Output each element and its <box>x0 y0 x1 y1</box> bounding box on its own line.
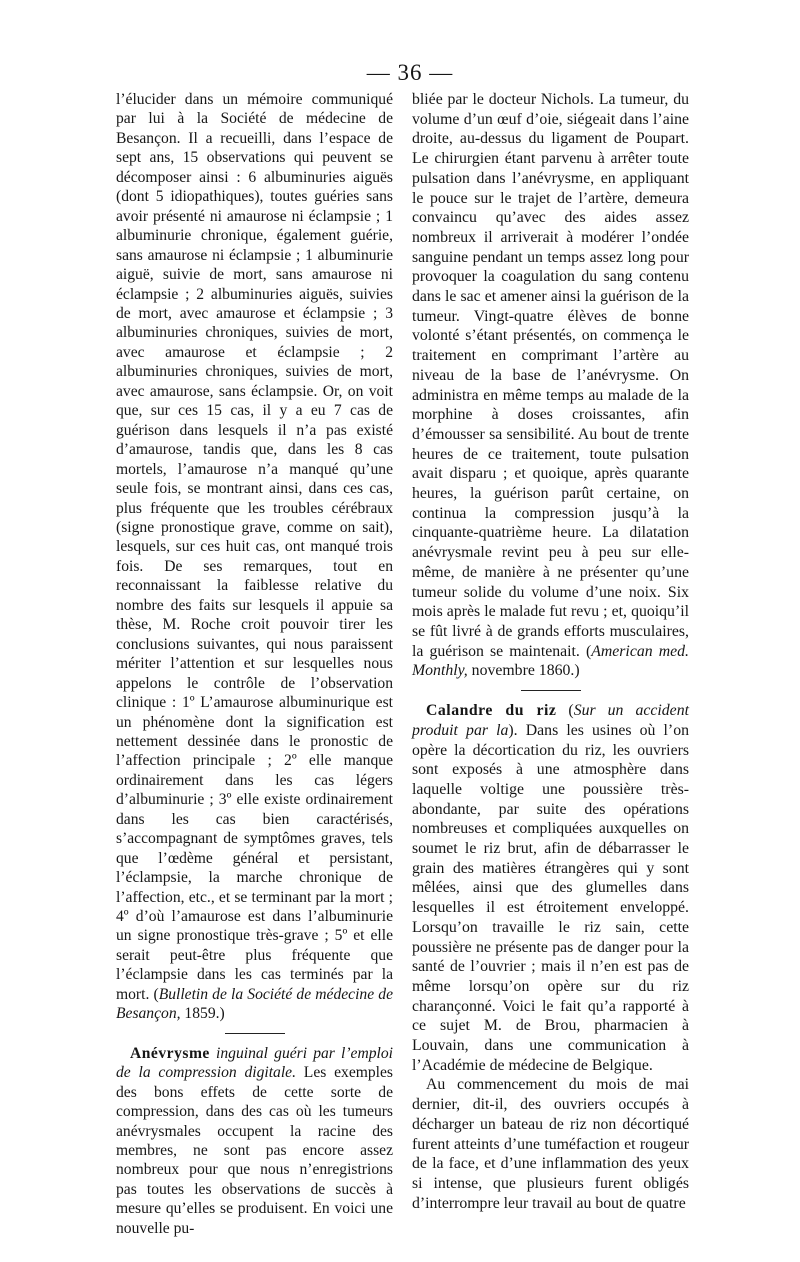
article-3-heading: Calandre du riz <box>426 702 557 720</box>
citation-1-open: ( <box>149 985 159 1003</box>
article-3-subtitle: Sur un accident produit par la <box>412 702 689 739</box>
article-2-continuation <box>412 90 689 681</box>
article-3-text: Dans les usines où l’on opère la décortication du riz, les ouvriers sont exposés à une atmosphère dans laquelle voltige une poussière très-abondante, par suite des opérations nombreuses et compliquées auxquelles on soumet le riz brut, afin de débarrasser le grain des matières étrangères qui y sont mêlées, ainsi que des glumelles dans lesquelles il est étroitement enveloppé. Lorsqu’on travaille le riz sain, cette poussière ne présente pas de danger pour la santé de l’ouvrier ; mais il n’en est pas de même lorsqu’on opère sur du riz charançonné. Voici le fait qu’a rapporté à ce sujet M. de Brou, pharmacien à Louvain, dans une communication à l’Académie de médecine de Belgique. <box>412 721 689 1074</box>
left-column <box>116 90 393 1238</box>
article-2 <box>116 1044 393 1239</box>
article-1-text: l’élucider dans un mémoire communiqué par lui à la Société de médecine de Besançon. Il a recueilli, dans l’espace de sept ans, 15 observations qui peuvent se décomposer ainsi : 6 albuminuries aiguës (dont 5 idiopathiques), toutes guéries sans avoir présenté ni amaurose ni éclampsie ; 1 albuminurie chronique, également guérie, sans amaurose ni éclampsie ; 1 albuminurie aiguë, suivie de mort, sans amaurose ni éclampsie ; 2 albuminuries aiguës, suivies de mort, avec amaurose et éclampsie ; 3 albuminuries chroniques, suivies de mort, avec amaurose et éclampsie ; 2 albuminuries chroniques, suivies de mort, avec amaurose, sans éclampsie. Or, on voit que, sur ces 15 cas, il y a eu 7 cas de guérison dans lesquels il n’a pas existé d’amaurose, tandis que, dans les 8 cas mortels, l’amaurose n’a manqué qu’une seule fois, se montrant ainsi, dans ces cas, plus fréquente que les troubles cérébraux (signe pronostique grave, comme on sait), lesquels, sur ces huit cas, ont manqué trois fois. De ses remarques, tout en reconnaissant la faiblesse relative du nombre des faits sur lesquels il appuie sa thèse, M. Roche croit pouvoir tirer les conclusions suivantes, qui nous paraissent mériter l’attention et sur lesquelles nous appelons le contrôle de l’observation clinique : 1º L’amaurose albuminurique est un phénomène dont la signification est nettement dessinée dans le pronostic de l’affection principale ; 2º elle manque ordinairement dans les cas légers d’albuminurie ; 3º elle existe ordinairement dans les cas bien caractérisés, s’accompagnant de symptômes graves, tels que l’œdème général et persistant, l’éclampsie, la marche chronique de l’affection, etc., et se terminant par la mort ; 4º d’où l’amaurose est dans l’albuminurie un signe pronostique très-grave ; 5º et elle serait peut-être plus fréquente que l’éclampsie dans les cas terminés par la mort. <box>116 91 393 1003</box>
article-3-subtitle-open: ( <box>556 702 574 720</box>
citation-2-open: ( <box>579 642 592 660</box>
citation-1-close: 1859.) <box>180 1005 225 1023</box>
article-2-text: Les exemples des bons effets de cette sorte de compression, dans des cas où les tumeurs anévrysmales occupent la racine des membres, ne sont pas encore assez nombreux pour que nous n’enregistrions pas toutes les observations de succès à mesure qu’elles se produisent. En voici une nouvelle pu- <box>116 1064 393 1237</box>
citation-2-close: novembre 1860.) <box>467 662 580 680</box>
article-3 <box>412 701 689 1075</box>
article-1-continuation <box>116 90 393 1024</box>
right-column <box>412 90 689 1213</box>
section-divider <box>521 690 581 691</box>
article-2-subtitle: inguinal guéri par l’emploi de la compression digitale. <box>116 1044 393 1082</box>
section-divider <box>225 1033 285 1034</box>
page-number: — 36 — <box>366 60 454 85</box>
citation-1-source: Bulletin de la Société de médecine de Besançon, <box>116 985 393 1023</box>
article-2-heading: Anévrysme <box>130 1044 210 1062</box>
citation-2-source: American med. Monthly, <box>412 642 689 680</box>
article-3-paragraph-2: Au commencement du mois de mai dernier, dit-il, des ouvriers occupés à décharger un bateau de riz non décortiqué furent atteints d’une tuméfaction et rougeur de la face, et d’une inflammation des yeux si intense, que plusieurs furent obligés d’interrompre leur travail au bout de quatre <box>412 1076 689 1212</box>
article-3-subtitle-close: ). <box>508 721 518 739</box>
article-2-continuation-text: bliée par le docteur Nichols. La tumeur, du volume d’un œuf d’oie, siégeait dans l’aine droite, au-dessus du ligament de Poupart. Le chirurgien étant parvenu à arrêter toute pulsation dans l’anévrysme, en appliquant le pouce sur le trajet de l’artère, demeura convaincu qu’avec des aides assez nombreux il arriverait à modérer l’ondée sanguine pendant un temps assez long pour provoquer la coagulation du sang contenu dans le sac et amener ainsi la guérison de la tumeur. Vingt-quatre élèves de bonne volonté s’étant présentés, on commença le traitement en comprimant l’artère au niveau de la base de l’anévrysme. On administra en même temps au malade de la morphine à doses croissantes, afin d’émousser sa sensibilité. Au bout de trente heures de ce traitement, toute pulsation avait disparu ; et quoique, après quarante heures, la guérison parût certaine, on continua la compression jusqu’à la cinquante-quatrième heure. La dilatation anévrysmale revint peu à peu sur elle-même, de manière à ne présenter qu’une tumeur solide du volume d’une noix. Six mois après le malade fut revu ; et, quoiqu’il se fût livré à de grands efforts musculaires, la guérison se maintenait. <box>412 91 689 660</box>
